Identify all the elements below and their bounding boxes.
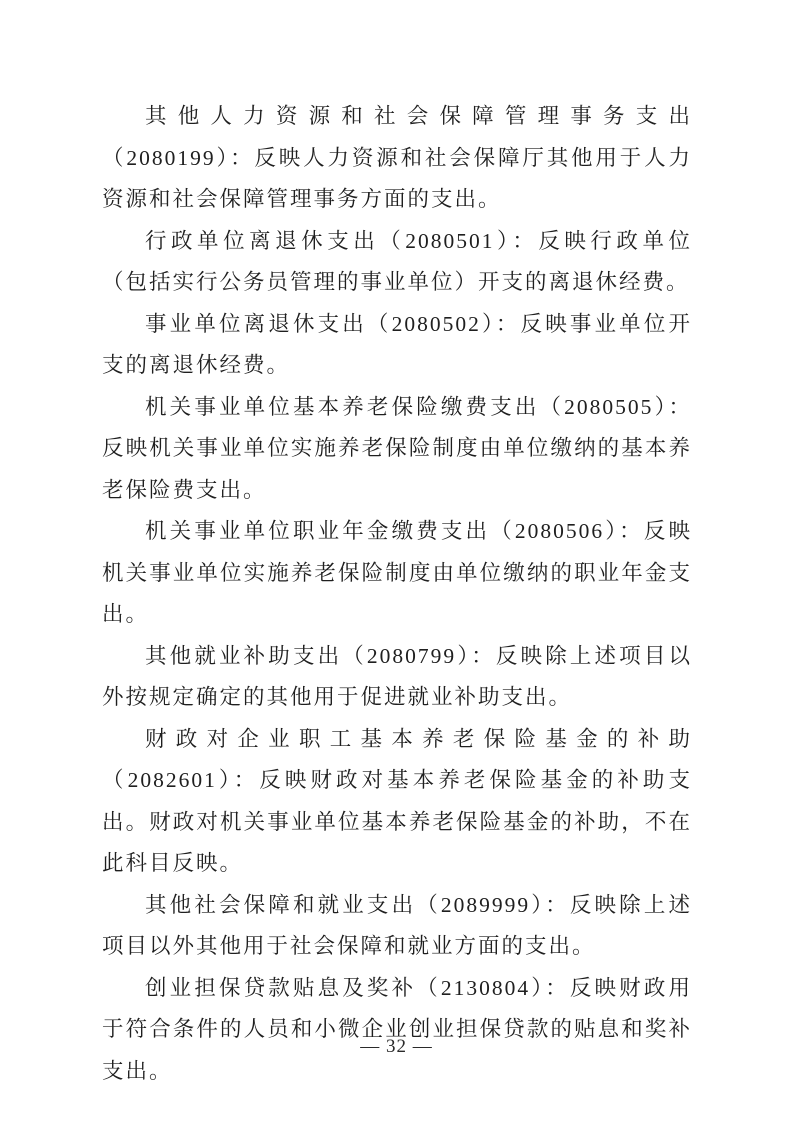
paragraph-2080505: 机关事业单位基本养老保险缴费支出（2080505）：反映机关事业单位实施养老保险制度由单位缴纳的基本养老保险费支出。 (102, 394, 692, 502)
paragraph-2080506: 机关事业单位职业年金缴费支出（2080506）：反映机关事业单位实施养老保险制度由单位缴纳的职业年金支出。 (102, 519, 692, 626)
paragraph-2130804: 创业担保贷款贴息及奖补（2130804）：反映财政用于符合条件的人员和小微企业创业担保贷款的贴息和奖补支出。 (102, 975, 692, 1083)
body-text (102, 96, 692, 1092)
paragraph-2080199: 其他人力资源和社会保障管理事务支出（2080199）：反映人力资源和社会保障厅其他用于人力资源和社会保障管理事务方面的支出。 (102, 104, 692, 211)
paragraph-2080501: 行政单位离退休支出（2080501）：反映行政单位（包括实行公务员管理的事业单位）开支的离退休经费。 (102, 228, 692, 294)
page-number: — 32 — (360, 1036, 433, 1057)
paragraph-2080799: 其他就业补助支出（2080799）：反映除上述项目以外按规定确定的其他用于促进就业补助支出。 (102, 643, 692, 709)
paragraph-2082601: 财政对企业职工基本养老保险基金的补助（2082601）：反映财政对基本养老保险基金的补助支出。财政对机关事业单位基本养老保险基金的补助，不在此科目反映。 (102, 726, 692, 875)
paragraph-2089999: 其他社会保障和就业支出（2089999）：反映除上述项目以外其他用于社会保障和就业方面的支出。 (102, 892, 692, 958)
paragraph-2080502: 事业单位离退休支出（2080502）：反映事业单位开支的离退休经费。 (102, 311, 692, 377)
